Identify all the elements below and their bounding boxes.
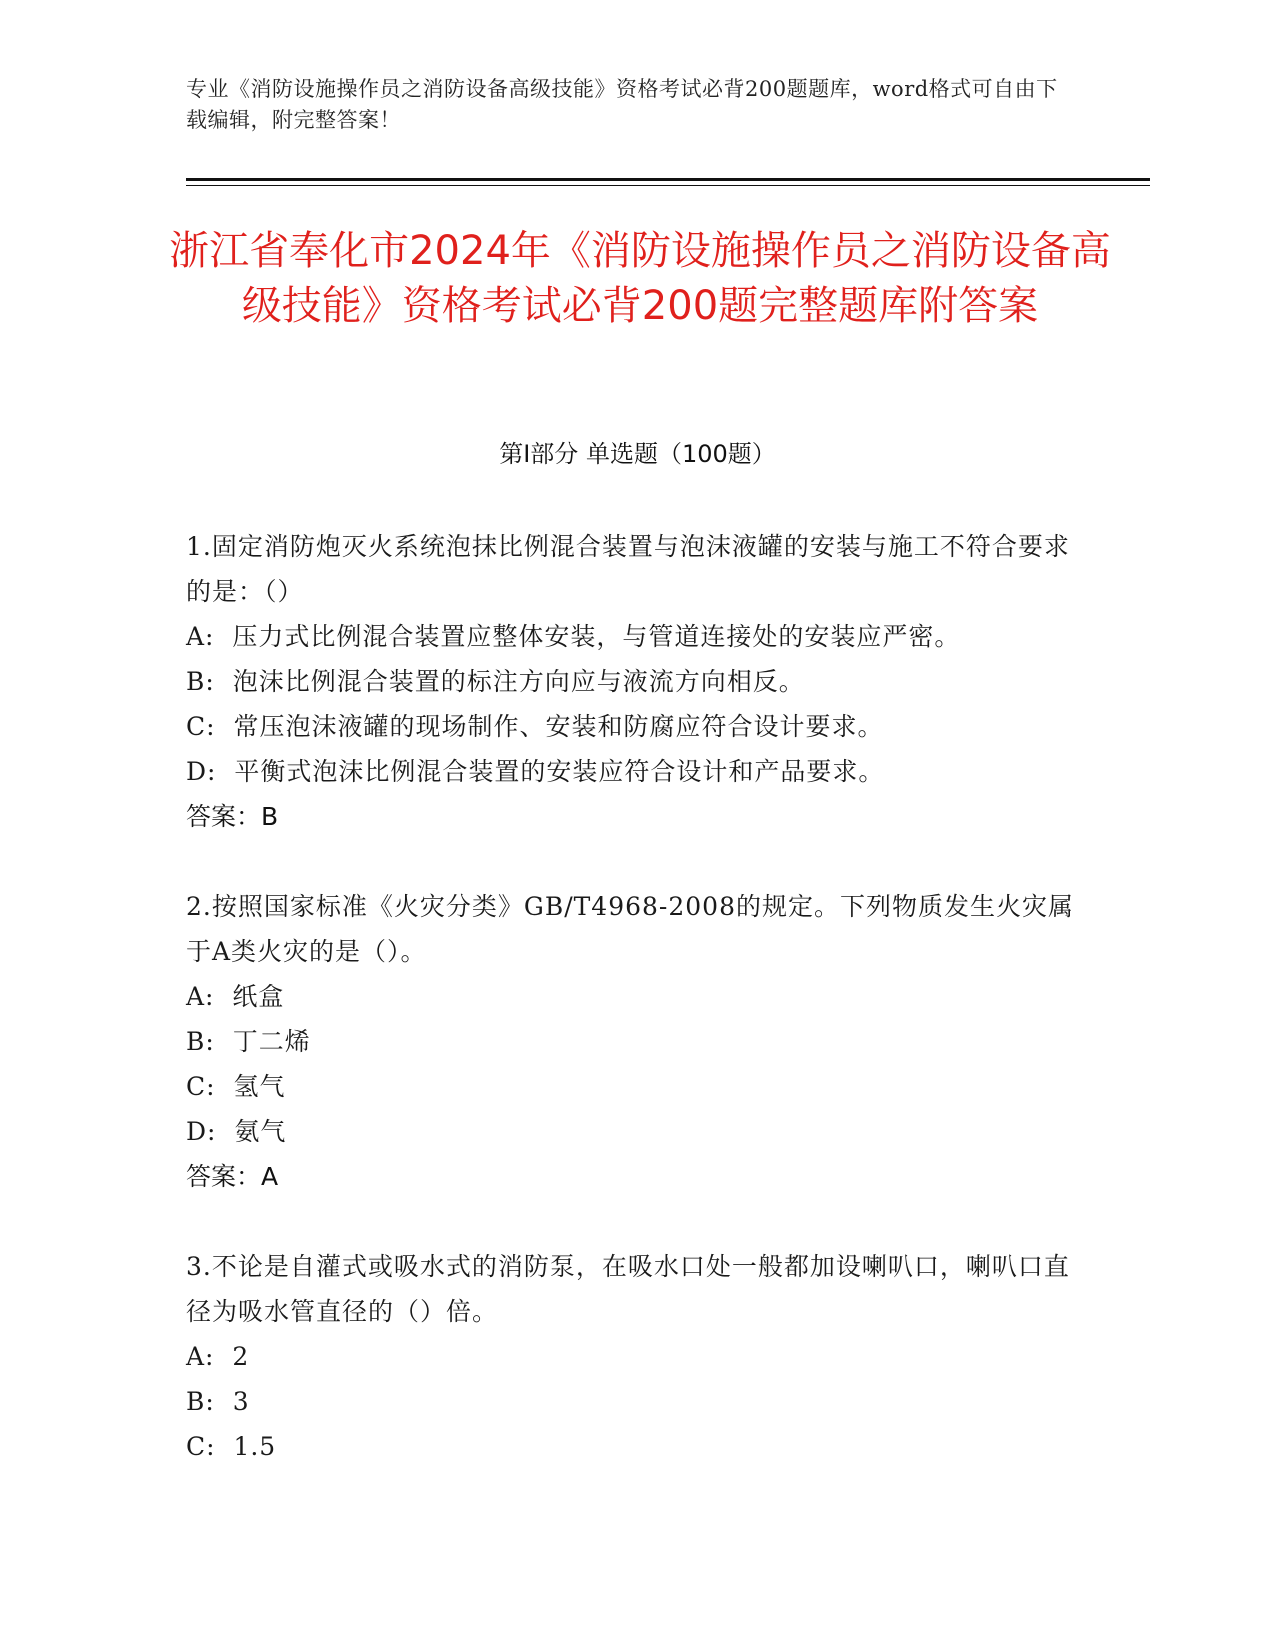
option-c: C: 常压泡沫液罐的现场制作、安装和防腐应符合设计要求。 — [186, 712, 884, 741]
option-b: B: 泡沫比例混合装置的标注方向应与液流方向相反。 — [186, 667, 805, 696]
section-title: 第Ⅰ部分 单选题（100题） — [499, 440, 776, 468]
question-stem: 2.按照国家标准《火灾分类》GB/T4968-2008的规定。下列物质发生火灾属于A类火灾的是（）。 — [186, 892, 1074, 966]
answer: 答案：B — [186, 802, 279, 831]
option-b: B: 丁二烯 — [186, 1027, 311, 1056]
question-1 — [186, 524, 1086, 839]
header-divider-thin — [186, 185, 1150, 186]
question-2 — [186, 884, 1086, 1199]
header-divider-thick — [186, 178, 1150, 181]
option-a: A: 2 — [186, 1342, 250, 1371]
option-b: B: 3 — [186, 1387, 250, 1416]
option-c: C: 氢气 — [186, 1072, 286, 1101]
header-note: 专业《消防设施操作员之消防设备高级技能》资格考试必背200题题库，word格式可自由下载编辑，附完整答案！ — [186, 77, 1058, 132]
option-a: A: 纸盒 — [186, 982, 285, 1011]
question-3 — [186, 1244, 1086, 1469]
question-list — [186, 524, 1086, 1514]
question-stem: 3.不论是自灌式或吸水式的消防泵，在吸水口处一般都加设喇叭口，喇叭口直径为吸水管直径的（）倍。 — [186, 1252, 1070, 1326]
answer: 答案：A — [186, 1162, 279, 1191]
option-d: D: 平衡式泡沫比例混合装置的安装应符合设计和产品要求。 — [186, 757, 885, 786]
document-title: 浙江省奉化市2024年《消防设施操作员之消防设备高级技能》资格考试必背200题完整题库附答案 — [169, 228, 1111, 329]
option-a: A: 压力式比例混合装置应整体安装，与管道连接处的安装应严密。 — [186, 622, 961, 651]
option-d: D: 氨气 — [186, 1117, 287, 1146]
option-c: C: 1.5 — [186, 1432, 277, 1461]
question-stem: 1.固定消防炮灭火系统泡抹比例混合装置与泡沫液罐的安装与施工不符合要求的是：（） — [186, 532, 1070, 606]
